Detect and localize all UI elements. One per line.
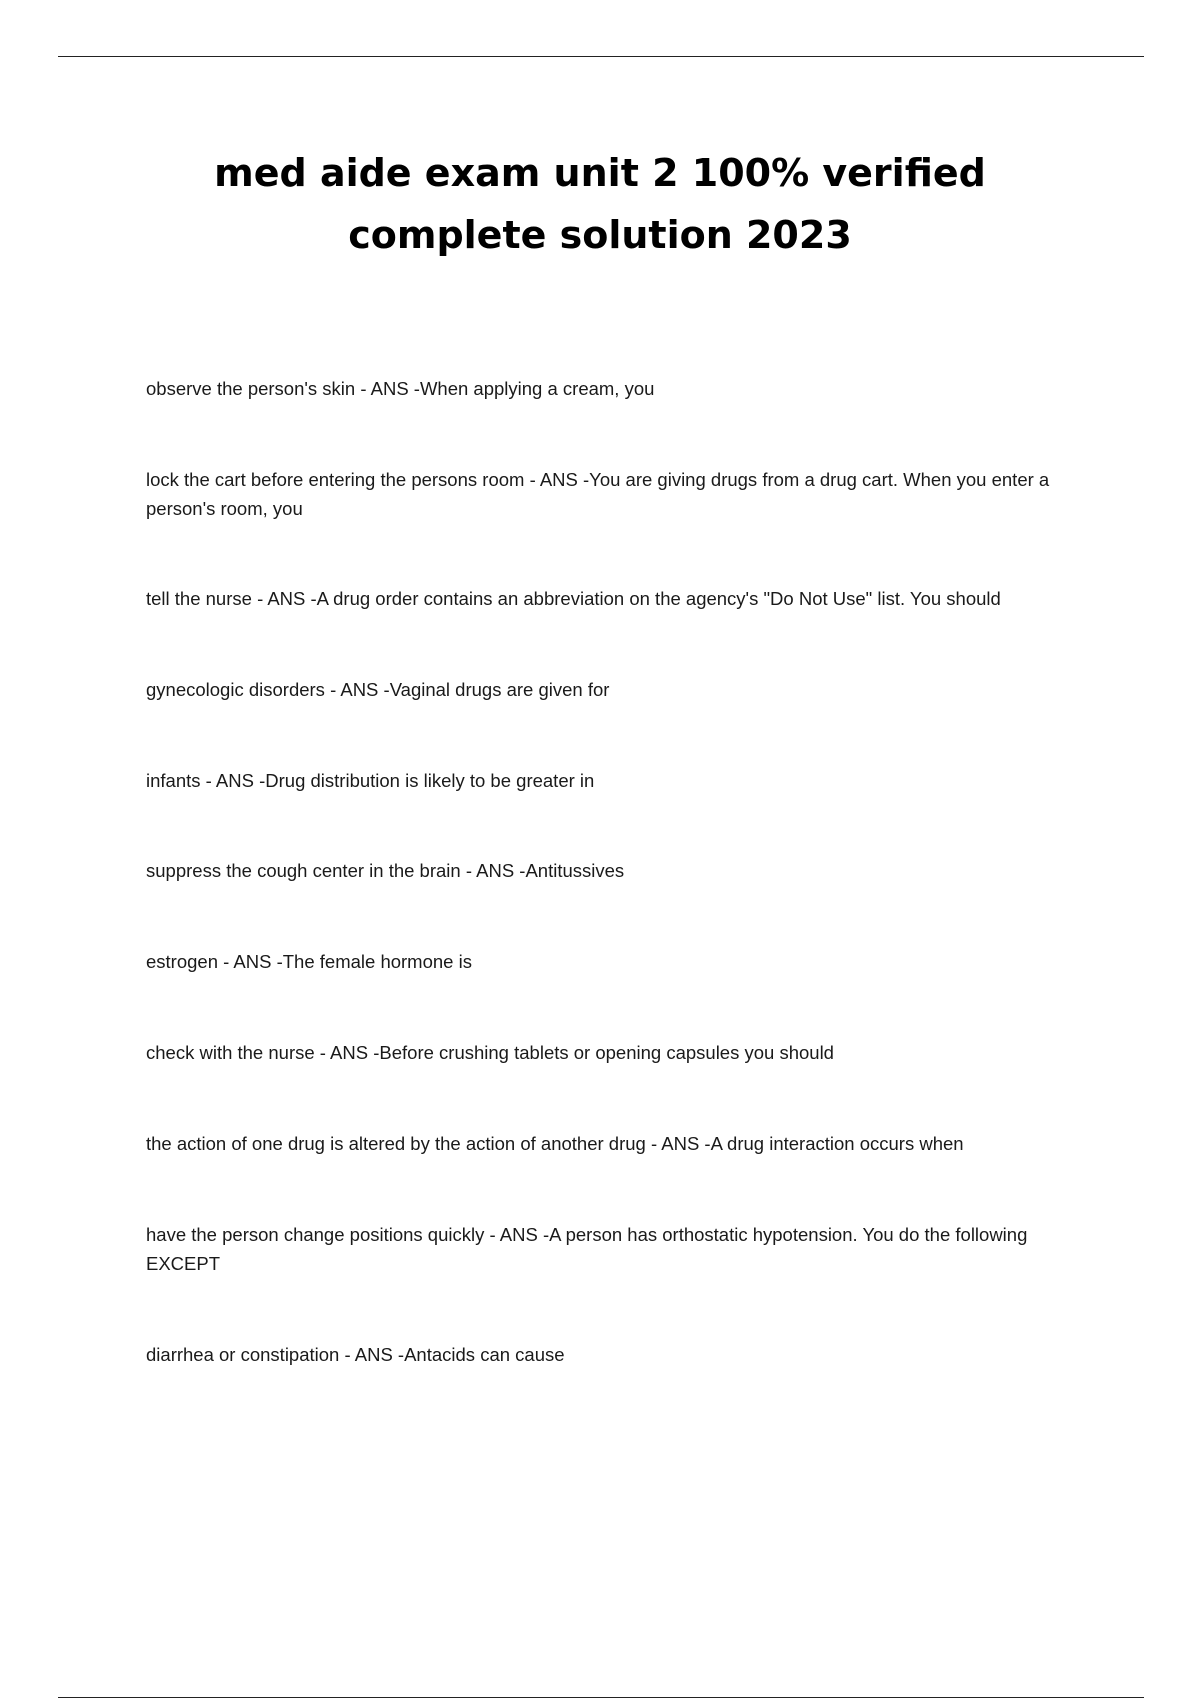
qa-item: diarrhea or constipation - ANS -Antacids can cause [146, 1344, 565, 1365]
qa-item: the action of one drug is altered by the action of another drug - ANS -A drug interaction occurs when [146, 1133, 964, 1154]
qa-item: suppress the cough center in the brain - ANS -Antitussives [146, 860, 625, 881]
qa-item: estrogen - ANS -The female hormone is [146, 951, 472, 972]
qa-item: infants - ANS -Drug distribution is likely to be greater in [146, 770, 595, 791]
top-divider [58, 56, 1144, 57]
qa-item: gynecologic disorders - ANS -Vaginal drugs are given for [146, 679, 610, 700]
qa-item: check with the nurse - ANS -Before crushing tablets or opening capsules you should [146, 1042, 834, 1063]
qa-item: have the person change positions quickly - ANS -A person has orthostatic hypotension. You do the following EXCEPT [146, 1224, 1028, 1274]
qa-item: observe the person's skin - ANS -When applying a cream, you [146, 378, 655, 399]
bottom-divider [58, 1697, 1144, 1698]
qa-item: lock the cart before entering the persons room - ANS -You are giving drugs from a drug cart. When you enter a person's room, you [146, 469, 1050, 519]
qa-item: tell the nurse - ANS -A drug order contains an abbreviation on the agency's "Do Not Use" list. You should [146, 588, 1001, 609]
document-title: med aide exam unit 2 100% verified complete solution 2023 [214, 151, 986, 257]
